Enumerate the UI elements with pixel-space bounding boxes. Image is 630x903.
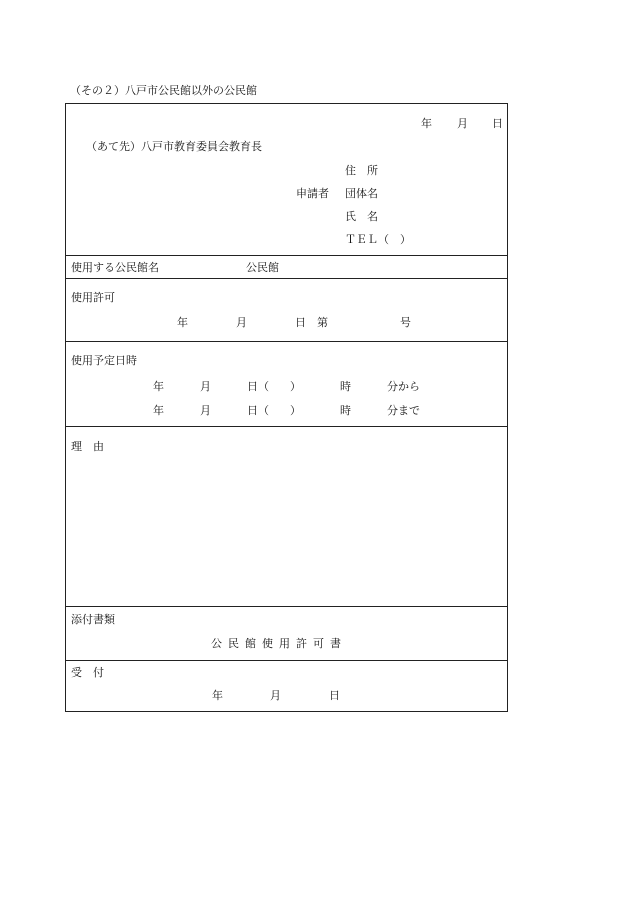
attachment-document: 公民館使用許可書 (211, 637, 347, 650)
schedule-end-day: 日（ (247, 404, 269, 417)
applicant-tel-label: ＴＥＬ（ ） (345, 233, 411, 246)
divider-permit (65, 341, 508, 342)
divider-hall (65, 278, 508, 279)
reception-month: 月 (270, 689, 281, 702)
schedule-start-year: 年 (153, 380, 164, 393)
applicant-name-label: 氏 名 (345, 210, 378, 223)
divider-attachment (65, 660, 508, 661)
reason-area[interactable] (70, 458, 502, 601)
hall-label: 使用する公民館名 (71, 261, 159, 274)
hall-suffix: 公民館 (246, 261, 279, 274)
date-year: 年 (421, 117, 432, 130)
permit-label: 使用許可 (71, 291, 115, 304)
reception-day: 日 (329, 689, 340, 702)
reception-label: 受 付 (71, 666, 104, 679)
date-month: 月 (457, 117, 468, 130)
divider-schedule (65, 426, 508, 427)
permit-year: 年 (177, 316, 188, 329)
permit-dai: 第 (317, 316, 328, 329)
schedule-end-month: 月 (200, 404, 211, 417)
attachment-label: 添付書類 (71, 613, 115, 626)
reason-label: 理 由 (71, 440, 104, 453)
applicant-address-label: 住 所 (345, 164, 378, 177)
schedule-end-hour: 時 (340, 404, 351, 417)
schedule-end-year: 年 (153, 404, 164, 417)
divider-reason (65, 606, 508, 607)
permit-number: 号 (400, 316, 411, 329)
application-form (65, 103, 508, 712)
schedule-label: 使用予定日時 (71, 354, 137, 367)
applicant-group-label: 団体名 (345, 187, 378, 200)
addressee: （あて先）八戸市教育委員会教育長 (86, 140, 262, 153)
schedule-start-month: 月 (200, 380, 211, 393)
applicant-label: 申請者 (296, 187, 329, 200)
permit-month: 月 (236, 316, 247, 329)
schedule-start-minute: 分から (387, 380, 420, 393)
schedule-end-minute: 分まで (387, 404, 420, 417)
reception-year: 年 (212, 689, 223, 702)
date-day: 日 (492, 117, 503, 130)
schedule-start-close: ） (290, 380, 301, 393)
permit-day: 日 (295, 316, 306, 329)
schedule-start-hour: 時 (340, 380, 351, 393)
form-caption: （その２）八戸市公民館以外の公民館 (70, 84, 257, 97)
schedule-start-day: 日（ (247, 380, 269, 393)
divider-header (65, 255, 508, 256)
schedule-end-close: ） (290, 404, 301, 417)
